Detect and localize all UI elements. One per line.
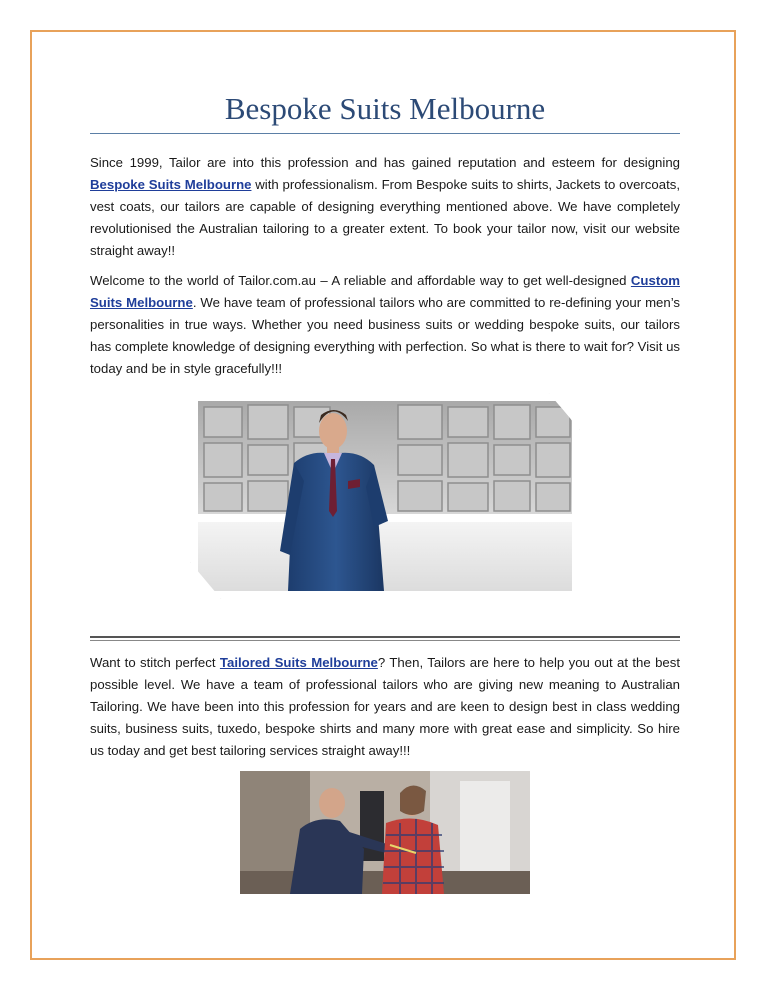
bespoke-suits-link[interactable]: Bespoke Suits Melbourne bbox=[90, 177, 252, 192]
title-underline bbox=[90, 133, 680, 134]
tailored-suits-link[interactable]: Tailored Suits Melbourne bbox=[219, 655, 378, 670]
paragraph-2-text-a: Welcome to the world of Tailor.com.au – A reliable and affordable way to get well-designed bbox=[90, 273, 631, 288]
paragraph-1 bbox=[90, 152, 680, 262]
paragraph-2 bbox=[90, 270, 680, 380]
paragraph-1-text-a: Since 1999, Tailor are into this profession and has gained reputation and esteem for designing bbox=[90, 155, 680, 170]
page-title: Bespoke Suits Melbourne bbox=[224, 91, 546, 126]
paragraph-2-text-b: . We have team of professional tailors who are committed to re-defining your men’s personalities in true ways. Whether you need business suits or wedding bespoke suits, our tailors has complete knowledge of designing everything with perfection. So what is there to wait for? Visit us today and be in style gracefully!!! bbox=[90, 295, 681, 376]
paragraph-3-text-b: ? Then, Tailors are here to help you out at the best possible level. We have a team of professional tailors who are giving new meaning to Australian Tailoring. We have been into this profession for years and are keen to design best in class wedding suits, business suits, tuxedo, bespoke shirts and many more with great ease and simplicity. So hire us today and get best tailoring services straight away!!! bbox=[90, 655, 680, 758]
tailor-measuring-illustration bbox=[240, 771, 530, 894]
paragraph-3 bbox=[90, 652, 680, 762]
paragraph-1-text-b: with professionalism. From Bespoke suits to shirts, Jackets to overcoats, vest coats, our tailors are capable of designing everything mentioned above. We have completely revolutionised the Australian tailoring to a greater extent. To book your tailor now, visit our website straight away!! bbox=[90, 177, 680, 258]
tailor-measuring-photo bbox=[240, 771, 530, 894]
paragraph-3-text-a: Want to stitch perfect bbox=[90, 655, 220, 670]
custom-suits-link[interactable]: Custom Suits Melbourne bbox=[90, 273, 680, 310]
suit-model-photo bbox=[190, 393, 580, 599]
section-divider bbox=[90, 636, 680, 641]
suit-model-illustration bbox=[198, 401, 572, 591]
